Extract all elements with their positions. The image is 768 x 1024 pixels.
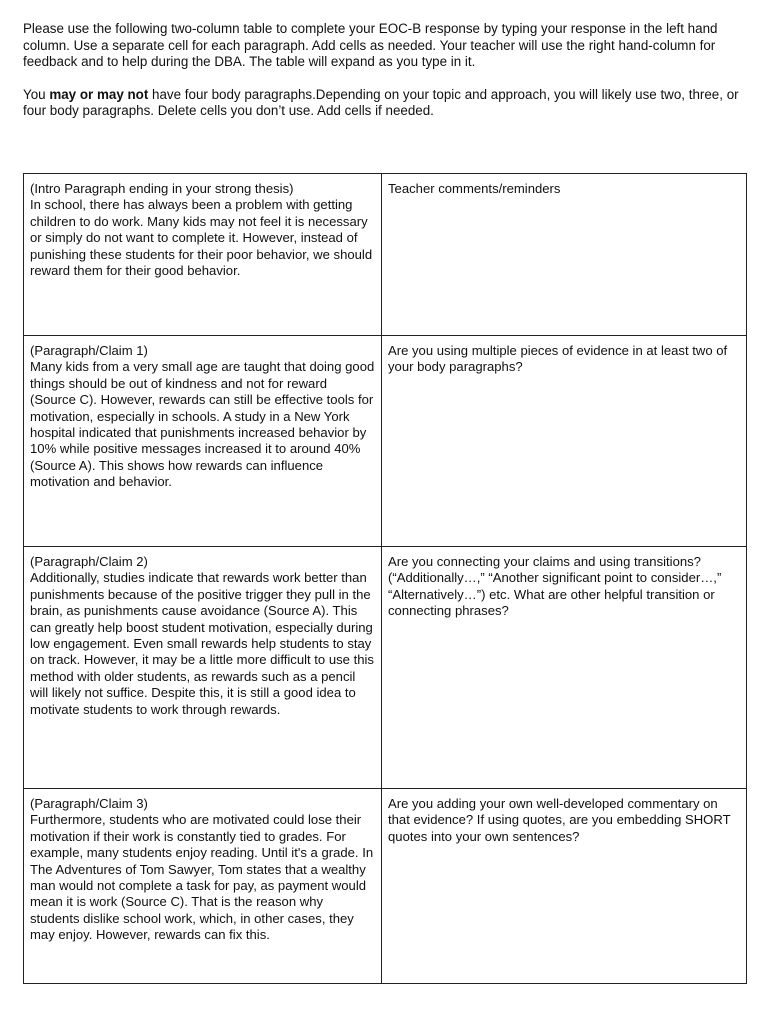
response-table [23, 173, 747, 984]
cell-text: Many kids from a very small age are taught that doing good things should be out of kindness and not for reward (Source C). However, rewards can still be effective tools for motivation, especially in schools. A study in a New York hospital indicated that punishments increased behavior by 10% while positive messages increased it to around 40% (Source A). This shows how rewards can influence motivation and behavior. [30, 359, 375, 490]
cell-label: (Intro Paragraph ending in your strong thesis) [30, 181, 294, 196]
table-row-intro [24, 174, 747, 336]
instructions-paragraph-2 [23, 87, 748, 120]
response-cell-claim-3[interactable] [24, 789, 382, 984]
cell-text: Additionally, studies indicate that rewards work better than punishments because of the positive trigger they pull in the brain, as punishments cause avoidance (Source A). This can greatly help boost student motivation, especially during low engagement. Even small rewards help students to stay on track. However, it may be a little more difficult to use this method with older students, as rewards such as a pencil will likely not suffice. Despite this, it is still a good idea to motivate students to work through rewards. [30, 570, 374, 717]
comment-cell-intro[interactable] [382, 174, 747, 336]
instructions-p2-start: You [23, 86, 50, 102]
instructions [23, 21, 748, 120]
teacher-comment: Teacher comments/reminders [388, 181, 561, 196]
comment-cell-claim-1[interactable] [382, 336, 747, 547]
response-cell-claim-1[interactable] [24, 336, 382, 547]
comment-cell-claim-3[interactable] [382, 789, 747, 984]
instructions-emphasis: may or may not [49, 86, 149, 102]
teacher-comment: Are you using multiple pieces of evidence in at least two of your body paragraphs? [388, 343, 728, 375]
instructions-paragraph-1: Please use the following two-column table to complete your EOC-B response by typing your response in the left hand column. Use a separate cell for each paragraph. Add cells as needed. Your teacher will use the right hand-column for feedback and to help during the DBA. The table will expand as you type in it. [23, 21, 718, 70]
cell-label: (Paragraph/Claim 1) [30, 343, 148, 358]
cell-text: In school, there has always been a problem with getting children to do work. Many kids may not feel it is necessary or simply do not want to complete it. However, instead of punishing these students for their poor behavior, we should reward them for their good behavior. [30, 197, 373, 279]
teacher-comment: Are you connecting your claims and using transitions? (“Additionally…,” “Another significant point to consider…,” “Alternatively…”) etc. What are other helpful transition or connecting phrases? [388, 554, 722, 619]
teacher-comment: Are you adding your own well-developed commentary on that evidence? If using quotes, are you embedding SHORT quotes into your own sentences? [388, 796, 731, 844]
cell-text: Furthermore, students who are motivated could lose their motivation if their work is constantly tied to grades. For example, many students enjoy reading. Until it's a grade. In The Adventures of Tom Sawyer, Tom states that a wealthy man would not complete a task for pay, as payment would mean it is work (Source C). That is the reason why students dislike school work, which, in other cases, they may enjoy. However, rewards can fix this. [30, 812, 374, 943]
response-cell-claim-2[interactable] [24, 547, 382, 789]
cell-label: (Paragraph/Claim 2) [30, 554, 148, 569]
cell-label: (Paragraph/Claim 3) [30, 796, 148, 811]
table-row-claim-1 [24, 336, 747, 547]
comment-cell-claim-2[interactable] [382, 547, 747, 789]
response-cell-intro[interactable] [24, 174, 382, 336]
table-row-claim-2 [24, 547, 747, 789]
table-row-claim-3 [24, 789, 747, 984]
instructions-p2-end: have four body paragraphs.Depending on your topic and approach, you will likely use two, three, or four body paragraphs. Delete cells you don’t use. Add cells if needed. [23, 86, 739, 119]
